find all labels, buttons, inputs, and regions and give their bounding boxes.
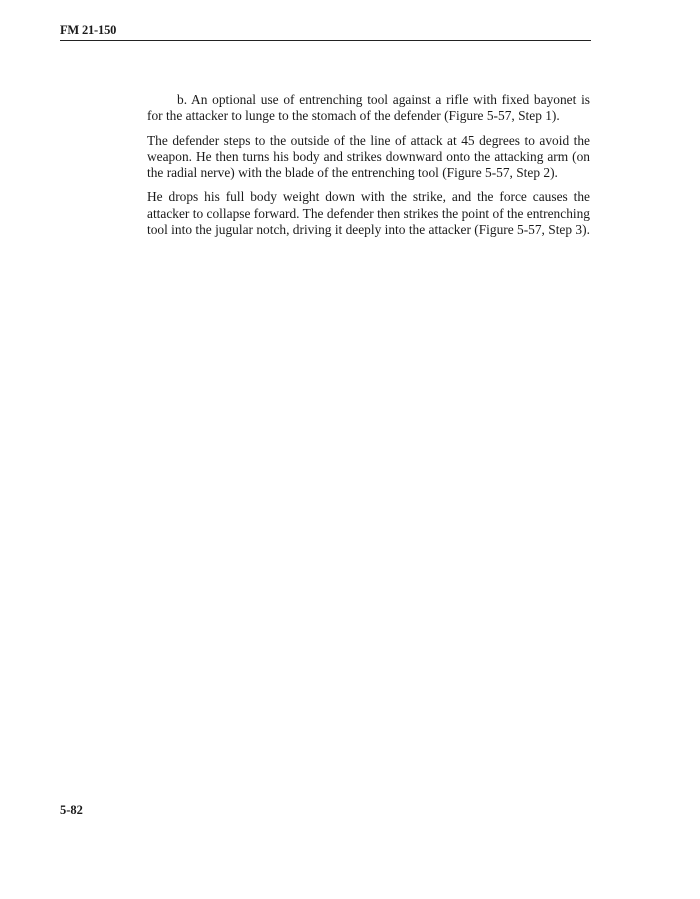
running-title: FM 21-150 bbox=[60, 23, 117, 37]
main-text bbox=[147, 92, 590, 246]
paragraph-b: b. An optional use of entrenching tool against a rifle with fixed bayonet is for the attacker to lunge to the stomach of the defender (Figure 5-57, Step 1). bbox=[147, 92, 590, 124]
paragraph-step-3: He drops his full body weight down with the strike, and the force causes the attacker to collapse forward. The defender then strikes the point of the entrenching tool into the jugular notch, driving it deeply into the attacker (Figure 5-57, Step 3). bbox=[147, 189, 590, 238]
page-number: 5-82 bbox=[60, 803, 83, 817]
running-header bbox=[60, 22, 591, 41]
paragraph-step-2: The defender steps to the outside of the line of attack at 45 degrees to avoid the weapon. He then turns his body and strikes downward onto the attacking arm (on the radial nerve) with the blade of the entrenching tool (Figure 5-57, Step 2). bbox=[147, 132, 590, 181]
